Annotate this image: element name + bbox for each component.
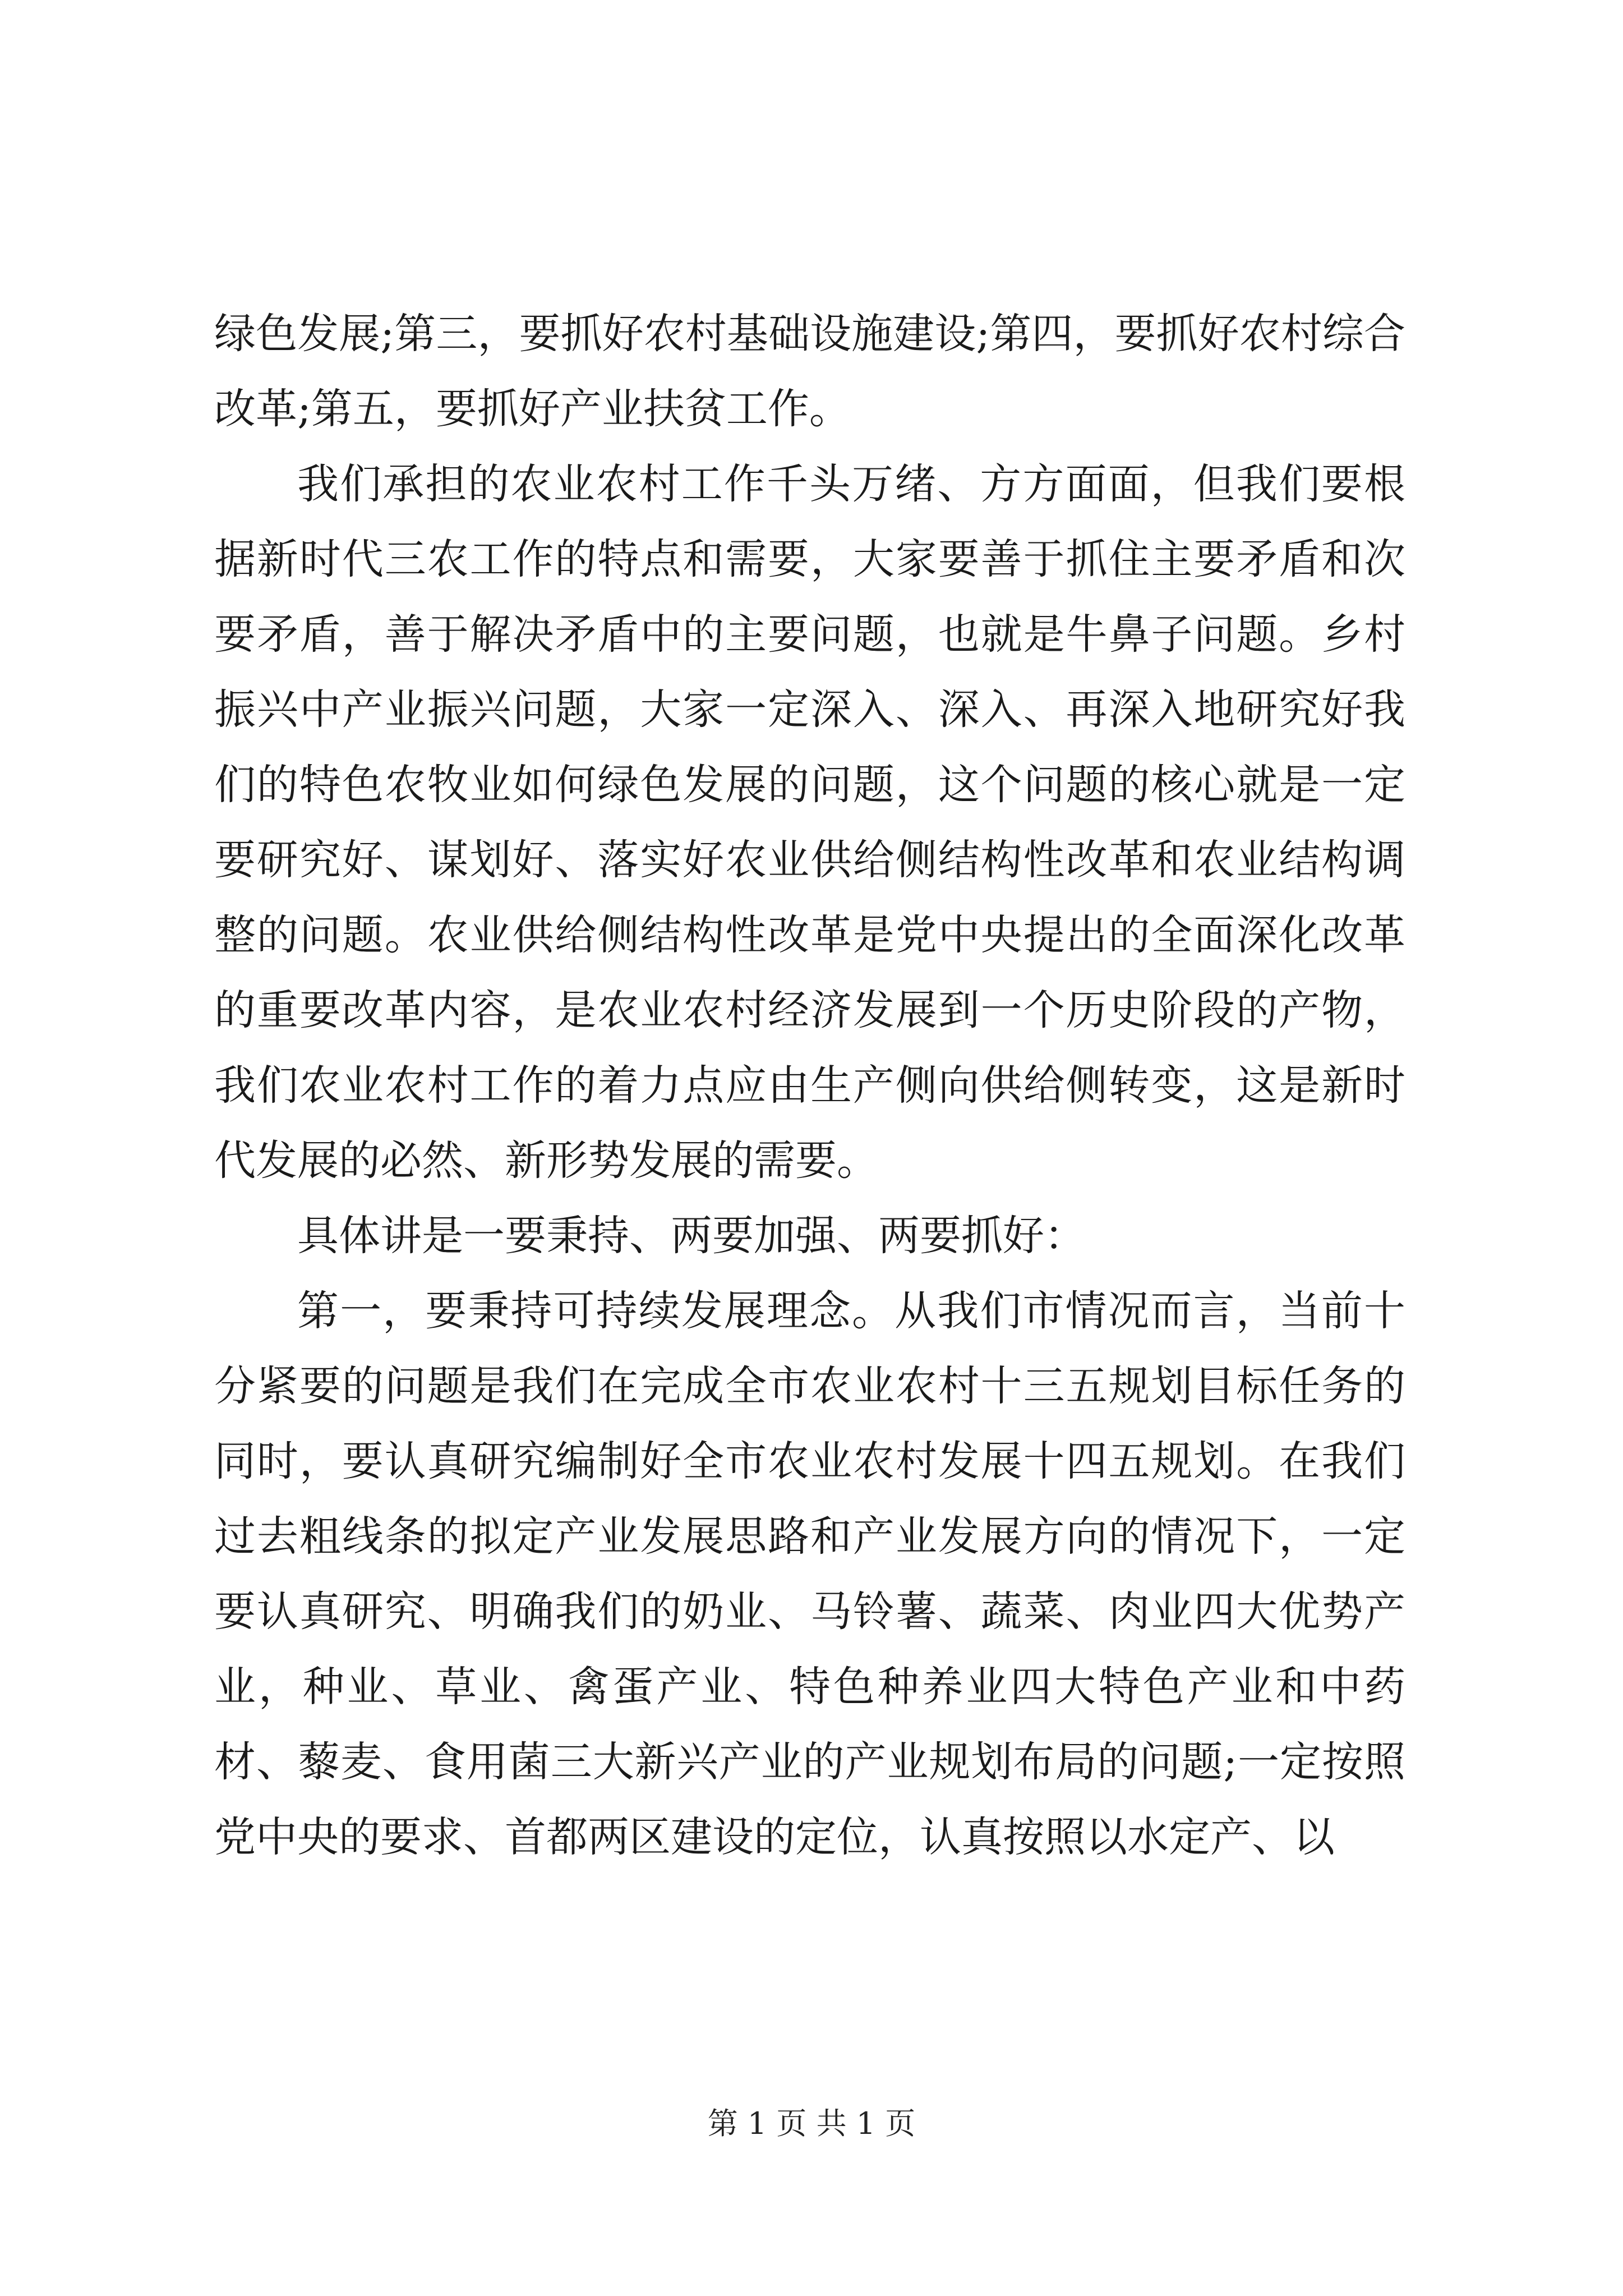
paragraph-1: 绿色发展;第三，要抓好农村基础设施建设;第四，要抓好农村综合改革;第五，要抓好产业扶贫工作。 (214, 310, 1405, 433)
page-footer: 第 1 页 共 1 页 (707, 2106, 916, 2141)
paragraph-4: 第一，要秉持可持续发展理念。从我们市情况而言，当前十分紧要的问题是我们在完成全市农业农村十三五规划目标任务的同时，要认真研究编制好全市农业农村发展十四五规划。在我们过去粗线条的拟定产业发展思路和产业发展方向的情况下，一定要认真研究、明确我们的奶业、马铃薯、蔬菜、肉业四大优势产业，种业、草业、禽蛋产业、特色种养业四大特色产业和中药材、藜麦、食用菌三大新兴产业的产业规划布局的问题;一定按照党中央的要求、首都两区建设的定位，认真按照以水定产、以 (214, 1287, 1405, 1861)
paragraph-3: 具体讲是一要秉持、两要加强、两要抓好： (297, 1212, 1086, 1260)
paragraph-2: 我们承担的农业农村工作千头万绪、方方面面，但我们要根据新时代三农工作的特点和需要，大家要善于抓住主要矛盾和次要矛盾，善于解决矛盾中的主要问题，也就是牛鼻子问题。乡村振兴中产业振兴问题，大家一定深入、深入、再深入地研究好我们的特色农牧业如何绿色发展的问题，这个问题的核心就是一定要研究好、谋划好、落实好农业供给侧结构性改革和农业结构调整的问题。农业供给侧结构性改革是党中央提出的全面深化改革的重要改革内容，是农业农村经济发展到一个历史阶段的产物，我们农业农村工作的着力点应由生产侧向供给侧转变，这是新时代发展的必然、新形势发展的需要。 (214, 460, 1405, 1185)
document-body (214, 296, 1405, 1875)
